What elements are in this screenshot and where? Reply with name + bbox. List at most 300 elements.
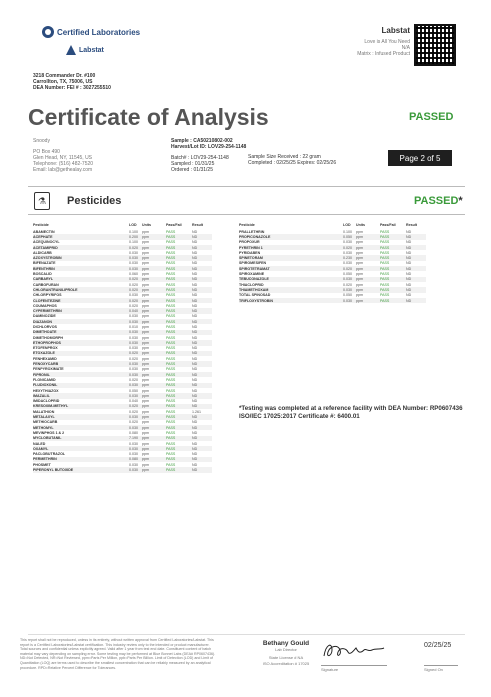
lod-value: 0.060 bbox=[129, 272, 138, 277]
pass-fail-value: PASS bbox=[380, 293, 390, 298]
col-result: Result bbox=[192, 223, 203, 227]
pass-fail-value: PASS bbox=[166, 383, 192, 388]
units-value: ppm bbox=[142, 430, 149, 435]
signer-block bbox=[256, 640, 316, 666]
lod-value: 0.020 bbox=[343, 245, 356, 250]
units-value: ppm bbox=[142, 399, 149, 404]
lab-name: Certified Laboratories bbox=[57, 27, 141, 37]
client-address-1: PO Box 490 bbox=[33, 149, 60, 155]
units-value: ppm bbox=[142, 314, 149, 319]
units-value: ppm bbox=[142, 250, 149, 255]
lod-value: 0.030 bbox=[129, 393, 142, 398]
result-value: ND bbox=[192, 446, 212, 451]
result-value: 1.261 bbox=[192, 409, 201, 414]
sample-info-right bbox=[248, 154, 336, 166]
pesticides-table-left bbox=[33, 222, 212, 473]
lod-value: 0.030 bbox=[129, 452, 138, 457]
units-value: ppm bbox=[142, 234, 166, 239]
result-value: ND bbox=[192, 229, 198, 234]
client-telephone: Telephone: (516) 482-7520 bbox=[33, 161, 94, 167]
lod-value: 0.050 bbox=[343, 293, 352, 298]
client-header-name: Labstat bbox=[381, 26, 410, 35]
pass-fail-value: PASS bbox=[166, 272, 176, 277]
reference-facility-note: *Testing was completed at a reference facility with DEA Number: RP0607436 ISO/IEC 17025:2017 Certificate #: 6400.01 bbox=[239, 405, 463, 420]
units-value: ppm bbox=[142, 245, 166, 250]
dea-number: DEA Number: FEI # : 3027255510 bbox=[33, 85, 111, 91]
units-value: ppm bbox=[142, 467, 166, 472]
page-indicator: Page 2 of 5 bbox=[388, 150, 452, 166]
result-value: ND bbox=[192, 388, 198, 393]
pass-fail-value: PASS bbox=[166, 308, 192, 313]
signature-label: Signature bbox=[321, 667, 339, 672]
pass-fail-value: PASS bbox=[380, 261, 390, 266]
lod-value: 0.020 bbox=[129, 351, 142, 356]
pesticide-name: KRESOXIM-METHYL bbox=[33, 404, 129, 409]
product-name: Love is All You Need bbox=[364, 39, 410, 45]
result-value: ND bbox=[192, 351, 212, 356]
signature-image bbox=[320, 638, 388, 664]
certified-labs-logo-icon bbox=[42, 26, 54, 38]
lod-value: 0.050 bbox=[343, 234, 356, 239]
units-value: ppm bbox=[142, 340, 166, 345]
result-value: ND bbox=[192, 324, 198, 329]
result-value: ND bbox=[192, 250, 198, 255]
pesticide-name: TRIFLOXYSTROBIN bbox=[239, 298, 343, 303]
result-value: ND bbox=[192, 462, 198, 467]
units-value: ppm bbox=[142, 404, 166, 409]
matrix: Matrix : Infused Product bbox=[357, 51, 410, 57]
pesticide-name: ETOXAZOLE bbox=[33, 351, 129, 356]
lod-value: 0.020 bbox=[129, 409, 138, 414]
result-value: ND bbox=[192, 272, 198, 277]
result-value: ND bbox=[192, 404, 212, 409]
lod-value: 0.030 bbox=[129, 467, 142, 472]
lod-value: 7.190 bbox=[129, 436, 142, 441]
client-header-block bbox=[357, 26, 410, 57]
units-value: ppm bbox=[142, 436, 166, 441]
lod-value: 0.030 bbox=[343, 287, 356, 292]
table-row bbox=[33, 467, 212, 472]
units-value: ppm bbox=[142, 446, 166, 451]
pesticide-name: DIMETHOMORPH bbox=[33, 335, 63, 340]
client-name: Snoody bbox=[33, 138, 50, 144]
pass-fail-value: PASS bbox=[166, 245, 192, 250]
result-value: ND bbox=[192, 282, 198, 287]
lod-value: 0.030 bbox=[129, 319, 142, 324]
pass-fail-value: PASS bbox=[166, 303, 176, 308]
pass-fail-value: PASS bbox=[380, 240, 390, 245]
pass-fail-value: PASS bbox=[166, 457, 192, 462]
result-value: ND bbox=[192, 298, 212, 303]
overall-status-badge: PASSED bbox=[409, 111, 454, 123]
units-value: ppm bbox=[356, 240, 363, 245]
pesticide-name: DAMINOZIDE bbox=[33, 314, 56, 319]
pass-fail-value: PASS bbox=[166, 372, 192, 377]
result-value: ND bbox=[192, 234, 212, 239]
lod-value: 0.020 bbox=[129, 298, 142, 303]
units-value: ppm bbox=[142, 377, 149, 382]
result-value: ND bbox=[192, 266, 212, 271]
units-value: ppm bbox=[356, 282, 363, 287]
result-value: ND bbox=[192, 240, 198, 245]
units-value: ppm bbox=[356, 234, 380, 239]
units-value: ppm bbox=[356, 255, 380, 260]
pass-fail-value: PASS bbox=[380, 250, 390, 255]
pass-fail-value: PASS bbox=[166, 361, 192, 366]
pass-fail-value: PASS bbox=[166, 388, 176, 393]
lod-value: 0.040 bbox=[129, 308, 142, 313]
lod-value: 0.030 bbox=[129, 314, 138, 319]
pesticide-name: FIPRONIL bbox=[33, 372, 129, 377]
pesticide-name: FENHEXAMID bbox=[33, 356, 57, 361]
labstat-logo bbox=[66, 45, 104, 55]
pesticides-table-right bbox=[239, 222, 426, 303]
units-value: ppm bbox=[142, 457, 166, 462]
lod-value: 0.030 bbox=[343, 261, 352, 266]
pesticide-name: METALAXYL bbox=[33, 414, 129, 419]
result-value: ND bbox=[192, 245, 212, 250]
lod-value: 0.030 bbox=[343, 250, 352, 255]
lab-address bbox=[33, 73, 111, 91]
lod-value: 0.030 bbox=[343, 277, 356, 282]
units-value: ppm bbox=[142, 367, 149, 372]
pass-fail-value: PASS bbox=[166, 441, 176, 446]
pass-fail-value: PASS bbox=[166, 229, 176, 234]
pesticide-name: PROPOXUR bbox=[239, 240, 260, 245]
col-lod: LOD bbox=[343, 223, 351, 227]
lod-value: 0.030 bbox=[343, 240, 352, 245]
units-value: ppm bbox=[142, 308, 166, 313]
signer-accreditation: ISO Accreditation # 17025 bbox=[262, 660, 310, 666]
result-value: ND bbox=[192, 330, 212, 335]
lod-value: 0.030 bbox=[129, 340, 142, 345]
lod-value: 0.100 bbox=[343, 229, 352, 234]
units-value: ppm bbox=[142, 409, 149, 414]
lod-value: 0.030 bbox=[129, 250, 138, 255]
pass-fail-value: PASS bbox=[166, 452, 176, 457]
lod-value: 0.030 bbox=[129, 367, 138, 372]
footer-divider bbox=[28, 634, 465, 635]
lod-value: 0.020 bbox=[129, 287, 142, 292]
result-value: ND bbox=[406, 293, 412, 298]
col-pass-fail: Pass/Fail bbox=[166, 223, 182, 227]
result-value: ND bbox=[192, 261, 198, 266]
pesticide-name: ACEPHATE bbox=[33, 234, 129, 239]
pass-fail-value: PASS bbox=[166, 409, 176, 414]
result-value: ND bbox=[192, 356, 198, 361]
lod-value: 0.020 bbox=[343, 282, 352, 287]
lod-value: 0.030 bbox=[129, 383, 142, 388]
result-value: ND bbox=[192, 430, 198, 435]
pass-fail-value: PASS bbox=[166, 314, 176, 319]
lod-value: 0.030 bbox=[129, 372, 142, 377]
harvest-lot-id: Harvest/Lot ID: LOV29-254-1148 bbox=[171, 144, 247, 150]
pesticide-name: SPIROMESIFEN bbox=[239, 261, 267, 266]
result-value: ND bbox=[406, 245, 426, 250]
units-value: ppm bbox=[142, 388, 149, 393]
units-value: ppm bbox=[142, 356, 149, 361]
signature-line bbox=[321, 665, 387, 666]
result-value: ND bbox=[406, 287, 426, 292]
pass-fail-value: PASS bbox=[166, 234, 192, 239]
pesticide-name: THIACLOPRID bbox=[239, 282, 264, 287]
units-value: ppm bbox=[142, 441, 149, 446]
pass-fail-value: PASS bbox=[166, 462, 176, 467]
certified-labs-logo bbox=[42, 26, 140, 38]
units-value: ppm bbox=[142, 272, 149, 277]
pesticide-name: MALATHION bbox=[33, 409, 55, 414]
pass-fail-value: PASS bbox=[380, 229, 390, 234]
pesticide-name: FLONICAMID bbox=[33, 377, 56, 382]
client-info bbox=[33, 138, 93, 173]
lod-value: 0.020 bbox=[129, 245, 142, 250]
lod-value: 0.020 bbox=[129, 303, 138, 308]
signer-license: State License # NA bbox=[268, 655, 304, 661]
signed-date: 02/25/25 bbox=[424, 642, 452, 649]
result-value: ND bbox=[192, 308, 212, 313]
col-units: Units bbox=[356, 223, 365, 227]
pesticide-name: ALDICARB bbox=[33, 250, 52, 255]
lod-value: 0.030 bbox=[129, 441, 138, 446]
page-title: Certificate of Analysis bbox=[28, 104, 269, 130]
pass-fail-value: PASS bbox=[166, 240, 176, 245]
signed-on-label: Signed On bbox=[424, 667, 443, 672]
units-value: ppm bbox=[356, 298, 380, 303]
completed-date: Completed : 02/25/25 Expires: 02/25/26 bbox=[248, 160, 337, 166]
pesticide-name: AZOXYSTROBIN bbox=[33, 255, 129, 260]
pesticide-name: PYRIDABEN bbox=[239, 250, 261, 255]
table-row bbox=[239, 298, 426, 303]
section-status-badge bbox=[414, 195, 463, 207]
result-value: ND bbox=[192, 335, 198, 340]
pesticide-name: ACEQUINOCYL bbox=[33, 240, 60, 245]
units-value: ppm bbox=[142, 452, 149, 457]
client-email: Email: lab@gethealay.com bbox=[33, 167, 93, 173]
result-value: ND bbox=[406, 261, 412, 266]
lod-value: 0.010 bbox=[129, 324, 138, 329]
result-value: ND bbox=[406, 298, 426, 303]
col-units: Units bbox=[142, 223, 151, 227]
lod-value: 0.030 bbox=[129, 266, 142, 271]
pesticide-name: IMAZALIL bbox=[33, 393, 129, 398]
pass-fail-value: PASS bbox=[166, 340, 192, 345]
result-value: ND bbox=[192, 361, 212, 366]
units-value: ppm bbox=[142, 266, 166, 271]
signed-on-line bbox=[424, 665, 458, 666]
product-na: N/A bbox=[401, 45, 410, 51]
footer-disclaimer: This report shall not be reproduced, unless in its entirety, without written approval from Certified Laboratories/Labstat. This report is a Certified Laboratories/Labstat certification. This industry review only to the intended or product manufacturer. Total sources and confidential unless explicitly agreed. Valid after 1 year from test end date. Constituent content of batch material may vary depending on sampling error. Some testing may be performed at Blue Bonnet Labs (DEA# RP0607436). ND=Not Detected, NR=Not Reviewed, ppm=Parts Per Million, ppb=Parts Per Billion. Limit of Detection (LOD) and Limit of Quantitation (LOQ) are terms used to describe the smallest concentration that can be reliably measured by an analytical procedure. RPD=Relative Percent Difference for Tolerances. bbox=[20, 638, 216, 670]
pass-fail-value: PASS bbox=[380, 277, 406, 282]
units-value: ppm bbox=[356, 293, 363, 298]
pesticide-name: CARBARYL bbox=[33, 277, 129, 282]
qr-code[interactable] bbox=[414, 24, 456, 66]
pesticide-name: ABAMECTIN bbox=[33, 229, 55, 234]
col-pass-fail: Pass/Fail bbox=[380, 223, 396, 227]
units-value: ppm bbox=[142, 425, 166, 430]
pesticide-name: DIAZANON bbox=[33, 319, 129, 324]
result-value: ND bbox=[192, 467, 212, 472]
pesticide-name: PROPICONAZOLE bbox=[239, 234, 343, 239]
units-value: ppm bbox=[142, 287, 166, 292]
pass-fail-value: PASS bbox=[166, 293, 176, 298]
units-value: ppm bbox=[142, 255, 166, 260]
pesticide-name: PHOSMET bbox=[33, 462, 51, 467]
pesticide-name: METHIOCARB bbox=[33, 420, 58, 425]
pass-fail-value: PASS bbox=[166, 319, 192, 324]
signer-title: Lab Director bbox=[275, 647, 297, 652]
table-header-row bbox=[239, 222, 426, 229]
lod-value: 0.030 bbox=[129, 462, 138, 467]
units-value: ppm bbox=[356, 266, 380, 271]
pass-fail-value: PASS bbox=[166, 399, 176, 404]
col-lod: LOD bbox=[129, 223, 137, 227]
units-value: ppm bbox=[142, 346, 149, 351]
pesticide-name: OXAMYL bbox=[33, 446, 129, 451]
lod-value: 0.030 bbox=[129, 346, 138, 351]
pesticide-name: BOSCALID bbox=[33, 272, 52, 277]
lod-value: 0.020 bbox=[343, 266, 356, 271]
pesticide-name: ETHOPROPHOS bbox=[33, 340, 129, 345]
units-value: ppm bbox=[142, 372, 166, 377]
lod-value: 0.100 bbox=[129, 240, 138, 245]
sample-size-received: Sample Size Received : 22 gram bbox=[248, 154, 321, 160]
pass-fail-value: PASS bbox=[166, 420, 176, 425]
pass-fail-value: PASS bbox=[166, 414, 192, 419]
lod-value: 0.020 bbox=[129, 282, 138, 287]
lod-value: 0.030 bbox=[129, 425, 142, 430]
result-value: ND bbox=[192, 314, 198, 319]
result-value: ND bbox=[192, 399, 198, 404]
units-value: ppm bbox=[356, 229, 363, 234]
pesticide-name: DIMETHOATE bbox=[33, 330, 129, 335]
pass-fail-value: PASS bbox=[166, 255, 192, 260]
pesticide-name: METHOMYL bbox=[33, 425, 129, 430]
section-title: Pesticides bbox=[67, 195, 122, 207]
pesticide-name: SPIROXAMINE bbox=[239, 272, 265, 277]
address-line-1: 3218 Commander Dr. #100 bbox=[33, 73, 96, 79]
result-value: ND bbox=[406, 282, 412, 287]
lod-value: 0.200 bbox=[129, 234, 142, 239]
pass-fail-value: PASS bbox=[380, 255, 406, 260]
result-value: ND bbox=[192, 383, 212, 388]
units-value: ppm bbox=[142, 298, 166, 303]
lod-value: 0.230 bbox=[343, 255, 356, 260]
units-value: ppm bbox=[142, 420, 149, 425]
lod-value: 0.040 bbox=[129, 399, 138, 404]
units-value: ppm bbox=[142, 383, 166, 388]
pass-fail-value: PASS bbox=[380, 266, 406, 271]
units-value: ppm bbox=[142, 462, 149, 467]
result-value: ND bbox=[192, 287, 212, 292]
pesticide-name: CHLORPYRIFOS bbox=[33, 293, 62, 298]
lod-value: 0.050 bbox=[129, 388, 138, 393]
units-value: ppm bbox=[142, 335, 149, 340]
pass-fail-value: PASS bbox=[166, 425, 192, 430]
col-pesticide: Pesticide bbox=[239, 223, 255, 227]
result-value: ND bbox=[192, 452, 198, 457]
labstat-logo-icon bbox=[66, 45, 76, 55]
result-value: ND bbox=[192, 319, 212, 324]
pesticide-name: CYPERMETHRIN bbox=[33, 308, 129, 313]
units-value: ppm bbox=[356, 245, 380, 250]
ordered-date: Ordered : 01/31/25 bbox=[171, 167, 213, 173]
result-value: ND bbox=[192, 367, 198, 372]
lod-value: 0.030 bbox=[129, 335, 138, 340]
col-result: Result bbox=[406, 223, 417, 227]
pesticide-name: SPIROTETRAMAT bbox=[239, 266, 343, 271]
pass-fail-value: PASS bbox=[380, 282, 390, 287]
sample-id: Sample : CA50210802-002 bbox=[171, 138, 233, 144]
pesticide-name: PRALLETHRIN bbox=[239, 229, 265, 234]
table-header-row bbox=[33, 222, 212, 229]
units-value: ppm bbox=[356, 272, 363, 277]
result-value: ND bbox=[192, 441, 198, 446]
pass-fail-value: PASS bbox=[166, 266, 192, 271]
pesticide-name: ACETAMIPRID bbox=[33, 245, 129, 250]
pesticide-name: PERMETHRIN bbox=[33, 457, 129, 462]
pass-fail-value: PASS bbox=[380, 245, 406, 250]
units-value: ppm bbox=[356, 277, 380, 282]
result-value: ND bbox=[192, 293, 198, 298]
pesticide-name: BIFENTHRIN bbox=[33, 266, 129, 271]
section-divider-top bbox=[28, 186, 465, 187]
result-value: ND bbox=[192, 414, 212, 419]
units-value: ppm bbox=[142, 324, 149, 329]
lod-value: 0.030 bbox=[343, 298, 356, 303]
result-value: ND bbox=[406, 250, 412, 255]
client-address-2: Glen Head, NY, 11545, US bbox=[33, 155, 93, 161]
units-value: ppm bbox=[142, 330, 166, 335]
result-value: ND bbox=[192, 346, 198, 351]
section-status-text: PASSED bbox=[414, 195, 459, 207]
pass-fail-value: PASS bbox=[380, 234, 406, 239]
pesticide-name: FENPYROXIMATE bbox=[33, 367, 64, 372]
pass-fail-value: PASS bbox=[380, 298, 406, 303]
pass-fail-value: PASS bbox=[166, 346, 176, 351]
units-value: ppm bbox=[142, 319, 166, 324]
result-value: ND bbox=[192, 372, 212, 377]
pesticide-name: FLUDIOXONIL bbox=[33, 383, 129, 388]
pass-fail-value: PASS bbox=[166, 430, 176, 435]
lod-value: 0.080 bbox=[129, 430, 138, 435]
units-value: ppm bbox=[356, 261, 363, 266]
pass-fail-value: PASS bbox=[166, 335, 176, 340]
units-value: ppm bbox=[142, 282, 149, 287]
pesticide-name: PYRETHRIN 1 bbox=[239, 245, 343, 250]
pass-fail-value: PASS bbox=[166, 330, 192, 335]
pass-fail-value: PASS bbox=[166, 287, 192, 292]
lod-value: 0.080 bbox=[129, 457, 142, 462]
result-value: ND bbox=[192, 255, 212, 260]
pass-fail-value: PASS bbox=[380, 287, 406, 292]
units-value: ppm bbox=[142, 393, 166, 398]
result-value: ND bbox=[192, 457, 212, 462]
pass-fail-value: PASS bbox=[166, 298, 192, 303]
pesticide-name: DICHLORVOS bbox=[33, 324, 57, 329]
lod-value: 0.020 bbox=[129, 277, 142, 282]
section-divider-bottom bbox=[28, 214, 465, 215]
batch-number: Batch# : LOV29-254-1148 bbox=[171, 155, 229, 161]
result-value: ND bbox=[192, 436, 212, 441]
lod-value: 0.020 bbox=[129, 356, 138, 361]
result-value: ND bbox=[406, 277, 426, 282]
result-value: ND bbox=[406, 266, 426, 271]
pass-fail-value: PASS bbox=[166, 261, 176, 266]
result-value: ND bbox=[192, 425, 212, 430]
pass-fail-value: PASS bbox=[166, 393, 192, 398]
result-value: ND bbox=[406, 255, 426, 260]
lod-value: 0.020 bbox=[129, 404, 142, 409]
